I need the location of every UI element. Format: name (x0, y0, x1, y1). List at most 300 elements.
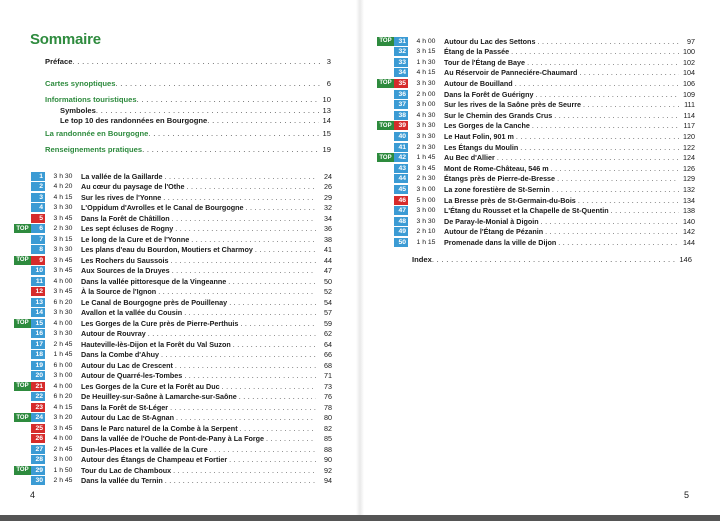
route-page: 104 (683, 68, 695, 78)
route-number: 10 (31, 266, 45, 275)
route-duration: 4 h 15 (53, 403, 73, 411)
route-entry[interactable] (14, 350, 332, 360)
route-number: 17 (31, 340, 45, 349)
dot-leader (176, 413, 316, 422)
route-entry[interactable] (377, 100, 695, 110)
top-badge: TOP (377, 37, 394, 46)
route-number: 5 (31, 214, 45, 223)
route-entry[interactable] (14, 182, 332, 192)
route-duration: 4 h 00 (53, 319, 73, 327)
route-page: 32 (324, 203, 332, 212)
route-number: 15 (31, 319, 45, 328)
route-duration: 3 h 30 (53, 330, 73, 337)
route-entry[interactable] (14, 402, 332, 412)
badge-spacer (14, 214, 31, 223)
dot-leader (170, 403, 316, 412)
route-entry[interactable] (377, 110, 695, 120)
dot-leader (611, 206, 679, 215)
route-name: Autour du Lac des Settons (444, 36, 536, 46)
route-page: 38 (324, 234, 332, 244)
route-name: Sur les rives de la Saône près de Seurre (444, 100, 582, 110)
route-page: 124 (683, 153, 695, 163)
toc-entry[interactable] (60, 106, 331, 115)
route-name: Autour de Bouilland (444, 78, 513, 88)
route-name: La vallée de la Gaillarde (81, 171, 163, 181)
route-duration: 3 h 15 (416, 48, 436, 56)
route-entry[interactable] (377, 237, 695, 247)
index-entry[interactable] (412, 255, 692, 264)
route-entry[interactable] (14, 318, 332, 328)
badge-spacer (14, 182, 31, 191)
route-entry[interactable] (14, 234, 332, 244)
badge-spacer (14, 403, 31, 412)
badge-spacer (377, 206, 394, 215)
top-badge: TOP (14, 413, 31, 422)
route-number: 36 (394, 90, 408, 99)
top-badge: TOP (377, 121, 394, 130)
route-page: 109 (683, 89, 695, 99)
dot-leader (229, 455, 316, 464)
route-entry[interactable] (14, 339, 332, 349)
top-badge: TOP (14, 466, 31, 475)
route-number: 13 (31, 298, 45, 307)
route-entry[interactable] (14, 297, 332, 307)
route-number: 24 (31, 413, 45, 422)
route-page: 94 (324, 476, 332, 485)
badge-spacer (14, 287, 31, 296)
toc-entry[interactable] (45, 145, 331, 154)
route-entry[interactable] (14, 434, 332, 444)
badge-spacer (14, 340, 31, 349)
toc-entry[interactable] (45, 129, 331, 138)
route-name: Les sept écluses de Rogny (81, 224, 174, 233)
route-entry[interactable] (14, 392, 332, 402)
route-entry[interactable] (14, 203, 332, 213)
route-entry[interactable] (14, 329, 332, 339)
route-name: Dans la Forêt de Guérigny (444, 89, 534, 99)
route-name: Sur les rives de l'Yonne (81, 192, 162, 202)
route-number: 14 (31, 308, 45, 317)
badge-spacer (14, 445, 31, 454)
dot-leader (583, 100, 679, 109)
toc-entry[interactable] (45, 79, 331, 88)
route-page: 120 (683, 131, 695, 141)
route-name: Tour du Lac de Chamboux (81, 465, 172, 475)
route-name: Dans la Combe d'Ahuy (81, 350, 159, 359)
route-number: 9 (31, 256, 45, 265)
route-entry[interactable] (14, 308, 332, 318)
dot-leader (497, 153, 679, 162)
toc-entry-page: 13 (322, 106, 331, 115)
route-number: 4 (31, 203, 45, 212)
route-page: 129 (683, 174, 695, 184)
route-number: 48 (394, 217, 408, 226)
route-entry[interactable] (14, 287, 332, 297)
route-page: 64 (324, 339, 332, 349)
route-entry[interactable] (14, 213, 332, 223)
route-entry[interactable] (14, 171, 332, 181)
route-duration: 2 h 00 (416, 90, 436, 98)
badge-spacer (14, 203, 31, 212)
route-number: 50 (394, 238, 408, 247)
route-name: Aux Sources de la Druyes (81, 266, 170, 275)
route-page: 102 (683, 57, 695, 67)
toc-entry-label: Le top 10 des randonnées en Bourgogne (60, 116, 208, 125)
route-duration: 2 h 30 (416, 175, 436, 183)
dot-leader (175, 361, 316, 370)
route-page: 80 (324, 413, 332, 422)
route-entry[interactable] (377, 216, 695, 226)
route-duration: 2 h 45 (53, 340, 73, 348)
dot-leader (558, 238, 679, 247)
route-page: 34 (324, 213, 332, 223)
dot-leader (511, 47, 679, 56)
route-name: Autour de Rouvray (81, 329, 146, 338)
route-number: 44 (394, 174, 408, 183)
route-page: 26 (324, 182, 332, 191)
route-entry[interactable] (377, 184, 695, 194)
route-page: 114 (683, 110, 695, 120)
badge-spacer (377, 196, 394, 205)
route-entry[interactable] (14, 266, 332, 276)
route-page: 47 (324, 266, 332, 275)
dot-leader (537, 37, 679, 46)
route-duration: 3 h 30 (53, 309, 73, 316)
badge-spacer (14, 193, 31, 202)
dot-leader (210, 445, 316, 454)
route-page: 68 (324, 360, 332, 370)
badge-spacer (14, 235, 31, 244)
route-number: 12 (31, 287, 45, 296)
badge-spacer (377, 227, 394, 236)
badge-spacer (377, 164, 394, 173)
route-number: 38 (394, 111, 408, 120)
dot-leader (532, 121, 679, 130)
route-entry[interactable] (14, 192, 332, 202)
dot-leader (527, 58, 679, 67)
route-page: 57 (324, 308, 332, 317)
dot-leader (163, 193, 316, 202)
route-page: 111 (684, 100, 695, 110)
route-entry[interactable] (14, 381, 332, 391)
route-page: 41 (324, 245, 332, 254)
route-name: Au Réservoir de Panneciére-Chaumard (444, 68, 578, 78)
dot-leader (240, 424, 316, 433)
badge-spacer (14, 361, 31, 370)
route-page: 71 (324, 371, 332, 380)
route-name: Au Bec d'Allier (444, 153, 495, 163)
route-entry[interactable] (14, 465, 332, 475)
route-duration: 3 h 30 (53, 172, 73, 180)
badge-spacer (14, 392, 31, 401)
page-number: 5 (684, 490, 690, 500)
route-number: 33 (394, 58, 408, 67)
route-duration: 1 h 15 (416, 238, 436, 246)
route-duration: 4 h 00 (416, 37, 436, 45)
route-page: 50 (324, 276, 332, 286)
route-entry[interactable] (377, 121, 695, 131)
dot-leader (207, 116, 318, 125)
route-name: Avallon et la vallée du Cousin (81, 308, 183, 317)
route-number: 41 (394, 143, 408, 152)
route-duration: 2 h 30 (53, 225, 73, 232)
route-entry[interactable] (377, 174, 695, 184)
route-number: 6 (31, 224, 45, 233)
dot-leader (579, 68, 679, 77)
route-number: 39 (394, 121, 408, 130)
dot-leader (115, 79, 322, 88)
route-page: 126 (683, 163, 695, 173)
route-entry[interactable] (377, 195, 695, 205)
route-duration: 3 h 30 (416, 217, 436, 225)
badge-spacer (14, 434, 31, 443)
dot-leader (552, 185, 679, 194)
route-name: Autour des Étangs de Champeau et Fortier (81, 455, 228, 464)
route-duration: 1 h 50 (53, 466, 73, 474)
route-entry[interactable] (377, 153, 695, 163)
badge-spacer (14, 371, 31, 380)
route-entry[interactable] (14, 224, 332, 234)
route-entry[interactable] (14, 276, 332, 286)
route-duration: 1 h 45 (416, 154, 436, 162)
route-entry[interactable] (14, 455, 332, 465)
route-entry[interactable] (377, 227, 695, 237)
badge-spacer (14, 245, 31, 254)
route-duration: 3 h 45 (53, 424, 73, 432)
route-name: L'Oppidum d'Avrolles et le Canal de Bourgogne (81, 203, 244, 212)
route-duration: 3 h 30 (416, 79, 436, 87)
route-duration: 2 h 30 (416, 143, 436, 151)
route-entry[interactable] (14, 360, 332, 370)
route-entry[interactable] (377, 57, 695, 67)
route-entry[interactable] (14, 245, 332, 255)
toc-entry[interactable] (45, 95, 331, 104)
right-page (360, 0, 720, 521)
route-name: Autour de l'Étang de Pézanin (444, 227, 544, 237)
route-name: L'Étang du Rousset et la Chapelle de St-Quentin (444, 206, 609, 216)
route-duration: 4 h 15 (53, 193, 73, 201)
route-duration: 6 h 00 (53, 361, 73, 369)
route-page: 82 (324, 423, 332, 433)
route-name: Au cœur du paysage de l'Othe (81, 182, 185, 191)
route-page: 52 (324, 287, 332, 296)
route-entry[interactable] (377, 206, 695, 216)
route-page: 88 (324, 444, 332, 454)
route-name: Hauteville-lès-Dijon et la Forêt du Val Suzon (81, 339, 231, 349)
route-name: Les Gorges de la Cure et la Forêt au Duc (81, 381, 220, 391)
index-page: 146 (679, 255, 692, 264)
route-entry[interactable] (377, 163, 695, 173)
route-duration: 5 h 00 (416, 196, 436, 204)
route-page: 106 (683, 78, 695, 88)
route-number: 8 (31, 245, 45, 254)
badge-spacer (377, 132, 394, 141)
route-name: Les Étangs du Moulin (444, 142, 519, 152)
toc-entry-label: Symboles (60, 106, 96, 115)
route-name: Dans le Parc naturel de la Combe à la Serpent (81, 423, 238, 433)
dot-leader (172, 214, 316, 223)
dot-leader (520, 143, 679, 152)
route-page: 85 (324, 434, 332, 443)
dot-leader (432, 255, 675, 264)
route-entry[interactable] (377, 89, 695, 99)
route-number: 1 (31, 172, 45, 181)
route-name: Étang de la Passée (444, 47, 510, 57)
route-name: Étangs près de Pierre-de-Bresse (444, 174, 556, 184)
dot-leader (266, 434, 316, 443)
toc-entry-label: Renseignements pratiques (45, 145, 143, 154)
route-page: 142 (683, 227, 695, 237)
route-entry[interactable] (377, 142, 695, 152)
route-name: Sur le Chemin des Grands Crus (444, 110, 553, 120)
route-number: 31 (394, 37, 408, 46)
route-name: Les Gorges de la Canche (444, 121, 530, 131)
route-entry[interactable] (14, 255, 332, 265)
route-entry[interactable] (377, 68, 695, 78)
route-number: 49 (394, 227, 408, 236)
page-title: Sommaire (30, 31, 101, 48)
route-page: 78 (324, 402, 332, 412)
dot-leader (557, 174, 679, 183)
route-duration: 4 h 30 (416, 111, 436, 119)
route-entry[interactable] (14, 423, 332, 433)
route-duration: 3 h 00 (416, 207, 436, 215)
badge-spacer (14, 298, 31, 307)
route-duration: 3 h 00 (416, 101, 436, 109)
dot-leader (233, 340, 316, 349)
route-number: 28 (31, 455, 45, 464)
dot-leader (172, 266, 316, 275)
route-entry[interactable] (377, 36, 695, 46)
route-number: 43 (394, 164, 408, 173)
route-duration: 2 h 45 (53, 477, 73, 484)
route-number: 30 (31, 476, 45, 485)
route-duration: 3 h 00 (53, 456, 73, 463)
route-duration: 4 h 00 (53, 277, 73, 285)
route-duration: 3 h 30 (53, 204, 73, 211)
dot-leader (535, 90, 679, 99)
toc-entry[interactable] (60, 116, 331, 125)
route-name: Les Rochers du Saussois (81, 255, 169, 265)
toc-entry[interactable] (45, 57, 331, 66)
route-name: Le Haut Folin, 901 m (444, 131, 514, 141)
badge-spacer (377, 100, 394, 109)
route-entry[interactable] (14, 371, 332, 381)
route-duration: 4 h 15 (416, 69, 436, 77)
route-number: 42 (394, 153, 408, 162)
route-number: 21 (31, 382, 45, 391)
route-entry[interactable] (377, 78, 695, 88)
dot-leader (173, 466, 316, 475)
route-duration: 4 h 20 (53, 183, 73, 190)
badge-spacer (14, 277, 31, 286)
route-page: 73 (324, 381, 332, 391)
dot-leader (191, 235, 316, 244)
dot-leader (161, 350, 316, 359)
route-page: 92 (324, 465, 332, 475)
route-name: Dans la vallée du Ternin (81, 476, 163, 485)
route-duration: 3 h 45 (53, 267, 73, 274)
dot-leader (516, 132, 679, 141)
badge-spacer (14, 455, 31, 464)
dot-leader (240, 319, 316, 328)
route-name: Dans la vallée de l'Ouche de Pont-de-Pany à La Forge (81, 434, 265, 443)
dot-leader (239, 392, 316, 401)
route-page: 90 (324, 455, 332, 464)
dot-leader (175, 224, 316, 233)
route-duration: 2 h 45 (53, 445, 73, 453)
route-name: Autour du Lac de Crescent (81, 360, 173, 370)
badge-spacer (377, 47, 394, 56)
badge-spacer (377, 68, 394, 77)
route-entry[interactable] (14, 413, 332, 423)
dot-leader (246, 203, 317, 212)
dot-leader (170, 256, 316, 265)
route-page: 100 (683, 47, 695, 57)
route-page: 59 (324, 318, 332, 328)
route-number: 45 (394, 185, 408, 194)
route-name: Autour du Lac de St-Agnan (81, 413, 175, 422)
route-entry[interactable] (377, 131, 695, 141)
route-page: 122 (683, 142, 695, 152)
route-name: Dans la Forêt de St-Léger (81, 402, 169, 412)
route-entry[interactable] (377, 47, 695, 57)
route-duration: 1 h 30 (416, 58, 436, 66)
route-duration: 4 h 00 (53, 382, 73, 390)
route-page: 29 (324, 192, 332, 202)
route-page: 44 (324, 255, 332, 265)
route-entry[interactable] (14, 476, 332, 486)
dot-leader (187, 182, 316, 191)
dot-leader (229, 298, 316, 307)
route-name: À la Source de l'Ignon (81, 287, 157, 296)
route-duration: 3 h 20 (53, 414, 73, 421)
badge-spacer (14, 424, 31, 433)
badge-spacer (377, 174, 394, 183)
badge-spacer (377, 238, 394, 247)
route-name: Le Canal de Bourgogne près de Pouillenay (81, 297, 228, 307)
route-number: 18 (31, 350, 45, 359)
toc-entry-label: Informations touristiques (45, 95, 137, 104)
dot-leader (148, 329, 316, 338)
route-number: 20 (31, 371, 45, 380)
route-number: 29 (31, 466, 45, 475)
dot-leader (228, 277, 316, 286)
route-number: 46 (394, 196, 408, 205)
route-number: 34 (394, 68, 408, 77)
route-number: 7 (31, 235, 45, 244)
route-duration: 3 h 30 (416, 122, 436, 130)
toc-entry-page: 10 (322, 95, 331, 104)
dot-leader (541, 217, 679, 226)
dot-leader (554, 111, 679, 120)
toc-entry-page: 6 (326, 79, 331, 88)
badge-spacer (14, 350, 31, 359)
route-duration: 3 h 30 (416, 132, 436, 140)
badge-spacer (14, 308, 31, 317)
route-number: 35 (394, 79, 408, 88)
route-number: 25 (31, 424, 45, 433)
route-number: 3 (31, 193, 45, 202)
route-duration: 2 h 10 (416, 228, 436, 236)
route-name: Mont de Rome-Château, 546 m (444, 163, 549, 173)
route-name: De Paray-le-Monial à Digoin (444, 216, 539, 226)
route-name: Les plans d'eau du Bourdon, Moutiers et Charmoy (81, 245, 253, 254)
route-number: 40 (394, 132, 408, 141)
route-entry[interactable] (14, 444, 332, 454)
dot-leader (222, 382, 316, 391)
toc-entry-label: Cartes synoptiques (45, 79, 116, 88)
